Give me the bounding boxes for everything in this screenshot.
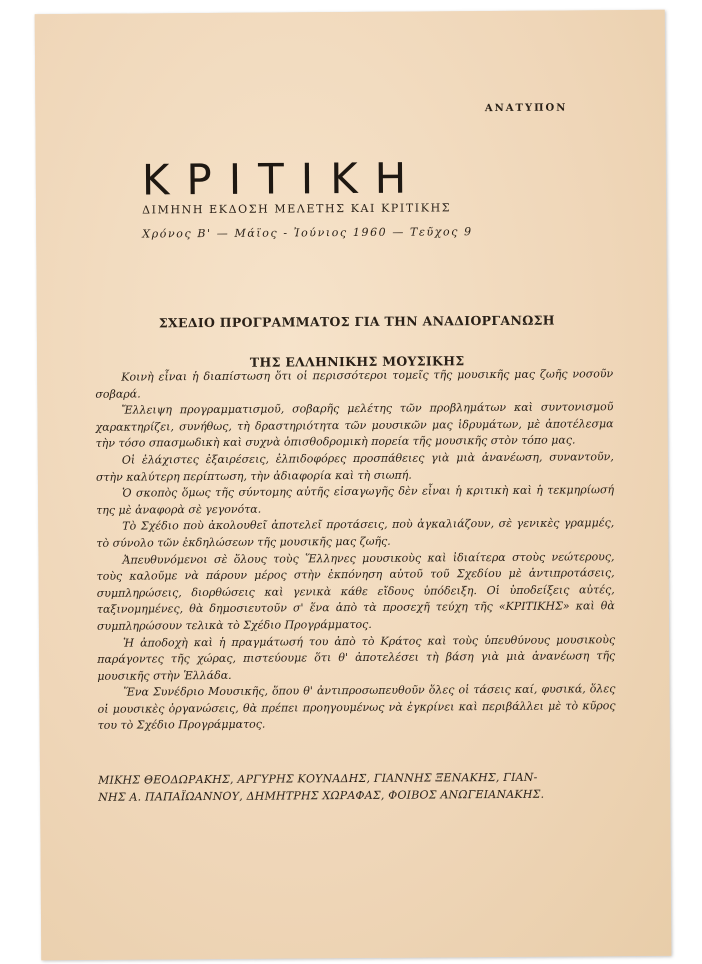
paragraph: Ἡ ἀποδοχὴ καὶ ἡ πραγμάτωσή του ἀπὸ τὸ Κράτος καὶ τοὺς ὑπευθύνους μουσικοὺς παράγοντες τῆς χώρας, πιστεύουμε ὅτι θ' ἀποτελέσει τὴ βάση γιὰ μιὰ ἀνανέωση τῆς μουσικῆς στὴν Ἑλλάδα. — [97, 632, 616, 683]
article-title-line1: ΣΧΕΔΙΟ ΠΡΟΓΡΑΜΜΑΤΟΣ ΓΙΑ ΤΗΝ ΑΝΑΔΙΟΡΓΑΝΩΣΗ — [158, 312, 555, 331]
issue-line: Χρόνος Β' — Μάϊος - Ἰούνιος 1960 — Τεῦχος 9 — [142, 225, 473, 241]
paragraph: Κοινὴ εἶναι ἡ διαπίστωση ὅτι οἱ περισσότεροι τομεῖς τῆς μουσικῆς μας ζωῆς νοσοῦν σοβαρά. — [95, 367, 614, 401]
journal-masthead: ΚΡΙΤΙΚΗ — [141, 153, 424, 205]
journal-subtitle: ΔΙΜΗΝΗ ΕΚΔΟΣΗ ΜΕΛΕΤΗΣ ΚΑΙ ΚΡΙΤΙΚΗΣ — [142, 201, 452, 217]
paragraph: Ἀπευθυνόμενοι σὲ ὅλους τοὺς Ἕλληνες μουσικοὺς καὶ ἰδιαίτερα στοὺς νεώτερους, τοὺς καλοῦμε νὰ πάρουν μέρος στὴν ἐκπόνηση αὐτοῦ τοῦ Σχεδίου μὲ ἀντιπροτάσεις, συμπληρώσεις, διορθώσεις καὶ γενικὰ κάθε εἴδους ὑπόδειξη. Οἱ ὑποδείξεις αὐτές, ταξινομημένες, θὰ δημοσιευτοῦν σ' ἕνα ἀπὸ τὰ προσεχῆ τεύχη τῆς «ΚΡΙΤΙΚΗΣ» καὶ θὰ συμπληρώσουν τελικὰ τὸ Σχέδιο Προγράμματος. — [96, 549, 615, 633]
paragraph: Οἱ ἐλάχιστες ἐξαιρέσεις, ἐλπιδοφόρες προσπάθειες γιὰ μιὰ ἀνανέωση, συναντοῦν, στὴν καλύτερη περίπτωση, τὴν ἀδιαφορία καὶ τὴ σιωπή. — [95, 450, 614, 484]
paragraph: Ἔλλειψη προγραμματισμοῦ, σοβαρῆς μελέτης τῶν προβλημάτων καὶ συντονισμοῦ χαρακτηρίζει, συνήθως, τὴ δραστηριότητα τῶν μουσικῶν μας ἱδρυμάτων, μὲ ἀποτέλεσμα τὴν τόσο σπασμωδικὴ καὶ συχνὰ ὀπισθοδρομικὴ πορεία τῆς μουσικῆς στὸν τόπο μας. — [95, 400, 614, 451]
signatures-line: ΝΗΣ Α. ΠΑΠΑΪΩΑΝΝΟΥ, ΔΗΜΗΤΡΗΣ ΧΩΡΑΦΑΣ, ΦΟΙΒΟΣ ΑΝΩΓΕΙΑΝΑΚΗΣ. — [98, 787, 545, 804]
signatures-line: ΜΙΚΗΣ ΘΕΟΔΩΡΑΚΗΣ, ΑΡΓΥΡΗΣ ΚΟΥΝΑΔΗΣ, ΓΙΑΝΝΗΣ ΞΕΝΑΚΗΣ, ΓΙΑΝ- — [98, 770, 538, 787]
paragraph: Ὁ σκοπὸς ὅμως τῆς σύντομης αὐτῆς εἰσαγωγῆς δὲν εἶναι ἡ κριτικὴ καὶ ἡ τεκμηρίωσή της μὲ ἀναφορὰ σὲ γεγονότα. — [96, 483, 615, 517]
paragraph: Τὸ Σχέδιο ποὺ ἀκολουθεῖ ἀποτελεῖ προτάσεις, ποὺ ἀγκαλιάζουν, σὲ γενικὲς γραμμές, τὸ σύνολο τῶν ἐκδηλώσεων τῆς μουσικῆς μας ζωῆς. — [96, 516, 615, 550]
document-page — [35, 10, 672, 960]
article-title-line2: ΤΗΣ ΕΛΛΗΝΙΚΗΣ ΜΟΥΣΙΚΗΣ — [249, 353, 465, 370]
reprint-label: ΑΝΑΤΥΠΟΝ — [484, 102, 568, 115]
signatures — [98, 768, 618, 806]
article-body — [95, 366, 616, 735]
paragraph: Ἕνα Συνέδριο Μουσικῆς, ὅπου θ' ἀντιπροσωπευθοῦν ὅλες οἱ τάσεις καί, φυσικά, ὅλες οἱ μουσικὲς ὀργανώσεις, θὰ πρέπει προηγουμένως νὰ ἐγκρίνει καὶ περιβάλλει μὲ τὸ κῦρος του τὸ Σχέδιο Προγράμματος. — [97, 682, 616, 733]
